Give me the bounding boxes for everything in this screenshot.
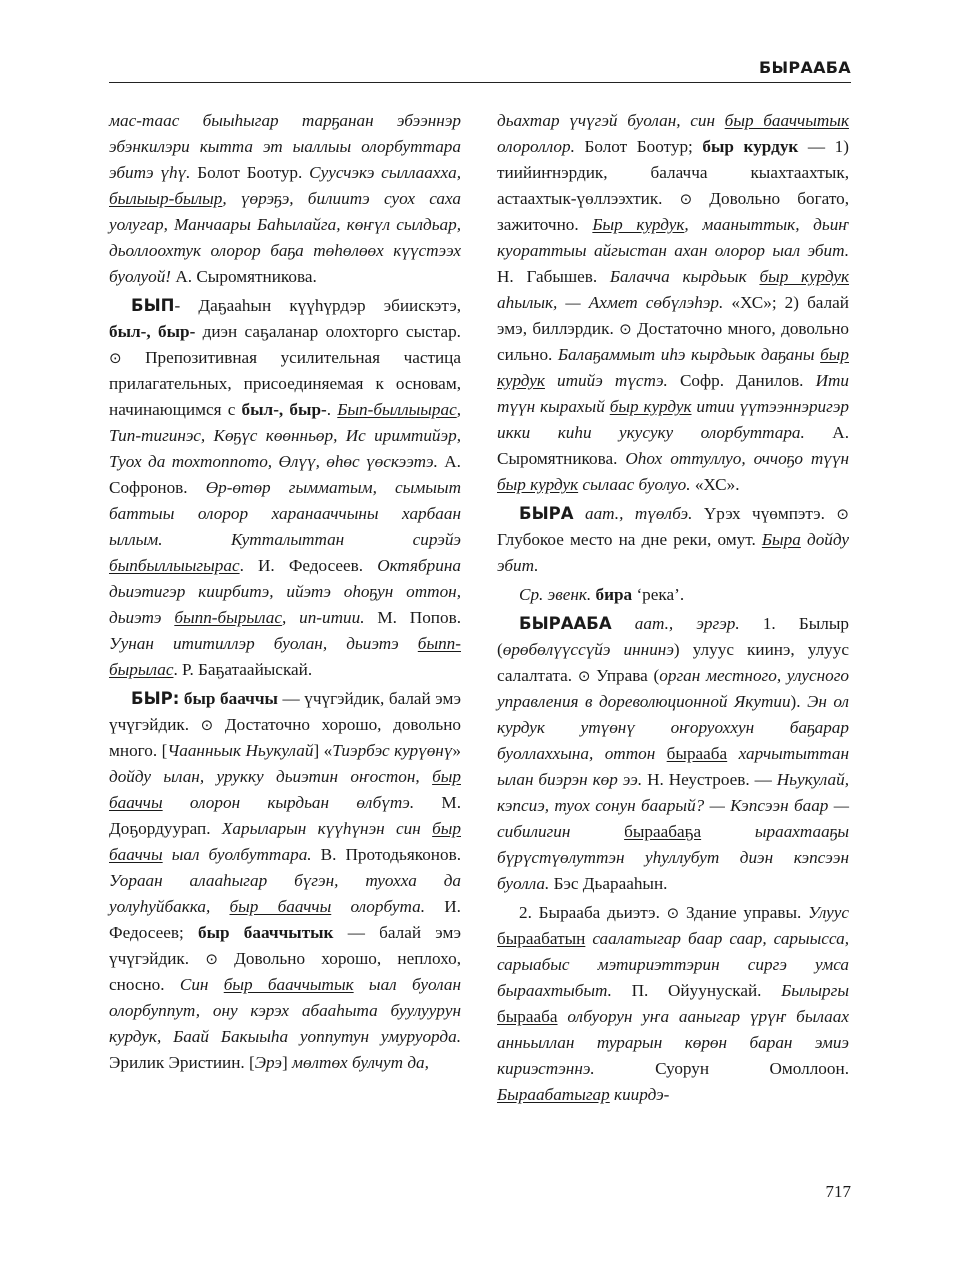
- example-text: Былыргы: [781, 981, 849, 1000]
- bold-term: был-, быр-: [241, 400, 327, 419]
- example-text: саалатыгар баар саар, сарыысса, сарыабыс мэтириэттэрин сиргэ умса быраахтыбыт.: [497, 929, 849, 1000]
- example-text: мас-таас быыhыгар тарҕанан эбээннэр эбэнкилэри кытта эт ыаллыы олорбуттара эбитэ үһү.: [109, 111, 461, 182]
- example-text: дойду эбит.: [497, 530, 849, 575]
- source: Н. Неустроев. —: [642, 770, 777, 789]
- source: В. Протодьяконов.: [311, 845, 461, 864]
- headword-usage: быр бааччытык: [223, 975, 354, 994]
- russian-gloss-icon: ⊙: [205, 950, 218, 968]
- example-text: ыал буолан олорбуппут, ону кэрэх абааhыта буулууpун курдук, Баай Бакыыhа уоппутун умуруорда.: [109, 975, 461, 1046]
- example-text: харчытыттан ылан биэрэн көр ээ.: [497, 744, 849, 789]
- bold-term: быр бааччытык: [197, 923, 334, 942]
- source: П. Ойуунускай.: [611, 981, 782, 1000]
- example-text: Балаҕаммыт иhэ кырдьык даҕаны: [557, 345, 821, 364]
- source: Болот Боотур.: [190, 163, 310, 182]
- bold-term: был-, быр-: [109, 322, 196, 341]
- russian-gloss-icon: ⊙: [666, 904, 680, 922]
- headword-usage: быраабa: [497, 1007, 558, 1026]
- headword-usage: быр курдук: [759, 267, 850, 286]
- example-text: , мааныттык, дьиҥ куораттыы айгыстан ахан олорор ыал эбит.: [497, 215, 849, 260]
- bold-term: быр бааччы: [179, 689, 278, 708]
- source: «ХС».: [690, 475, 740, 494]
- example-text: Син: [179, 975, 224, 994]
- grammar-label: аат., түөлбэ.: [573, 504, 693, 523]
- example-text: киирдэ-: [609, 1085, 670, 1104]
- example-text: , Тип-тигинэс, Көҕүс көөнньөр, Ис иримтийэр, Туох да тохтоппото, Өлүү, өhөс үөскээтэ.: [109, 400, 462, 471]
- russian-gloss-icon: ⊙: [577, 667, 591, 685]
- example-text: олороллор.: [497, 137, 575, 156]
- headword-usage: былыыр-былыр: [109, 189, 223, 208]
- example-text: Өр-өтөр гыммaтым, сымыыт баттыы олорор харанааччыны харбаан ыллым. Кутталыттан сирэйэ: [109, 478, 461, 549]
- source: И. Федосеев;: [109, 897, 461, 942]
- source: Эрилик Эристиин. [: [109, 1053, 255, 1072]
- entry-byra: БЫРА аат., түөлбэ. Үрэх чүөмпэтэ. ⊙ Глубокое место на дне реки, омут. Быра дойду эбит.: [497, 504, 849, 575]
- example-text: дойду ылан, урукку дьиэтин оҥостон,: [109, 767, 433, 786]
- headword-usage: быр бааччы: [109, 767, 461, 812]
- source: . Р. Баҕатаайыскай.: [173, 660, 313, 679]
- example-text: ыраахтааҕы бүрүстүөлуттэн уhуллубут диэн кэпсээн буолла.: [497, 822, 850, 893]
- entry-byp: БЫП- Даҕааhын күүhүрдэр эбиискэтэ, был-, быр- диэн саҕаланар олохторго сыстар. ⊙ Препозитивная усилительная частица прилагательных, присоединяемая к основам, начинающимся с был-, быр-. Бып-быллыырас, Тип-тигинэс, Көҕүс көөнньөр, Ис иримтийэр, Туох да тохтоппото, Өлүү, өhөс үөскээтэ. А. Софронов. Өр-өтөр гыммaтым, сымыыт баттыы олорор харанааччыны харбаан ыллым. Кутталыттан сирэйэ быпбыллыыгырас. И. Федосеев. Октябрина дьиэтигэр киирбитэ, ийэтэ оhоҕун оттон, дьиэтэ быпп-бырылас, ип-итии. М. Попов. Уунан ититиллэр буолан, дьиэтэ быпп-бырылас. Р. Баҕатаайыскай.: [109, 296, 462, 679]
- headword-usage: быраабатын: [497, 929, 586, 948]
- example-text: аhылык, — Ахмет сөбүлэhэр.: [497, 293, 724, 312]
- headword-usage: быр курдук: [497, 345, 849, 390]
- example-text: дьахтар үчүгэй буолан, син: [497, 111, 725, 130]
- russian-gloss: Достаточно хорошо, довольно много. [: [109, 715, 462, 760]
- example-text: ыал буолбуттара.: [162, 845, 312, 864]
- headword-usage: быпп-бырылас: [174, 608, 282, 627]
- headword-usage: быр бааччы: [109, 819, 461, 864]
- example-text: Улуус: [808, 903, 849, 922]
- continuation-paragraph: дьахтар үчүгэй буолан, син быр бааччытык олороллор. Болот Боотур; быр курдук — 1) тиийиҥнэрдик, балачча кыахтаахтык, астаахтык-үөллээхтик. ⊙ Довольно богато, зажиточно. Быр курдук, мааныттык, дьиҥ куораттыы айгыстан ахан олорор ыал эбит. Н. Габышев. Балачча кырдьык быр курдук аhылык, — Ахмет сөбүлэhэр. «ХС»; 2) балай эмэ, биллэрдик. ⊙ Достаточно много, довольно сильно. Балаҕаммыт иhэ кырдьык даҕаны быр курдук итийэ түстэ. Софр. Данилов. Ити түүн кырахый быр курдук итии үүтээннэригэр икки киhи укусуку олорбуттара. А. Сыромятникова. Оhох оттуллуо, оччоҕо түүн быр курдук сылаас буолуо. «ХС».: [497, 111, 850, 494]
- russian-gloss: Довольно хорошо, неплохо, сносно.: [109, 949, 461, 994]
- continuation-paragraph: [109, 108, 461, 290]
- grammar-label: аат., эргэр.: [611, 614, 740, 633]
- headword-usage: быр бааччытык: [724, 111, 849, 130]
- russian-gloss: Глубокое место на дне реки, омут.: [497, 530, 762, 549]
- example-text: , ип-итии.: [281, 608, 365, 627]
- headword-usage: быр бааччы: [229, 897, 332, 916]
- example-text: сылаас буолуо.: [578, 475, 691, 494]
- headword-usage: быр курдук: [609, 397, 692, 416]
- headword-usage: Быра: [761, 530, 801, 549]
- russian-gloss-icon: ⊙: [679, 190, 693, 208]
- example-text: Балачча кырдьык: [609, 267, 760, 286]
- entry-headword: БЫП: [131, 296, 175, 315]
- russian-gloss-icon: ⊙: [109, 349, 122, 367]
- headword-usage: Быраабатыгар: [497, 1085, 610, 1104]
- entry-byraaba: БЫРААБА аат., эргэр. 1. Былыр (өрөбөлүүссүйэ иннинэ) улуус киинэ, улуус салалтата. ⊙ Управа (орган местного, улусного управления в дореволюционной Якутии). Эн ол курдук утүөнү оҥоруоххун баҕарар буоллаххына, оттон быраабa харчытыттан ылан биэрэн көр ээ. Н. Неустроев. — Ньукулай, кэпсиэ, туох сонун баарый? — Кэпсээн баар — сибилигин быраабаҕа ыраахтааҕы бүрүстүөлуттэн уhуллубут диэн кэпсээн буолла. Бэс Дьарааhын.: [497, 614, 850, 893]
- source: А. Софронов.: [109, 452, 461, 497]
- source: Суорун Омоллоон.: [594, 1059, 849, 1078]
- right-column: [497, 108, 849, 1108]
- russian-gloss: Управа (: [590, 666, 660, 685]
- source: М. Попов.: [364, 608, 462, 627]
- example-text: итии үүтээннэригэр икки киhи укусуку олорбуттара.: [497, 397, 850, 442]
- russian-gloss-icon: ⊙: [836, 505, 849, 523]
- source: Бэс Дьарааhын.: [549, 874, 668, 893]
- entry-headword: БЫРААБА: [519, 614, 612, 633]
- headword-usage: быр курдук: [497, 475, 579, 494]
- source: А. Сыромятникова.: [497, 423, 849, 468]
- page-number: 717: [825, 1182, 851, 1201]
- source: М. Доҕордуурап.: [109, 793, 461, 838]
- example-text: олбуорун уҥа ааныгар үрүҥ былаах анньыллан турарын көрөн баран эмиэ кириэстэннэ.: [497, 1007, 849, 1078]
- example-text: Оhох оттуллуо, оччоҕо түүн: [625, 449, 849, 468]
- sense-2: 2. Быраабa дьиэтэ. ⊙ Здание управы. Улуус быраабатын саалатыгар баар саар, сарыысса, сарыабыс мэтириэттэрин сиргэ умса быраахтыбыт. П. Ойуунускай. Былыргы быраабa олбуорун уҥа ааныгар үрүҥ былаах анньыллан турарын көрөн баран эмиэ кириэстэннэ. Суорун Омоллоон. Быраабатыгар киирдэ-: [497, 903, 849, 1104]
- russian-gloss-icon: ⊙: [200, 716, 214, 734]
- source: Болот Боотур;: [574, 137, 703, 156]
- headword-usage: быпбыллыыгырас: [109, 556, 240, 575]
- example-text: итийэ түстэ.: [544, 371, 668, 390]
- headword-usage: Быр курдук: [592, 215, 685, 234]
- example-text: Харыларын күүhүнэн син: [221, 819, 433, 838]
- russian-gloss: Здание управы.: [679, 903, 809, 922]
- left-column: [109, 108, 461, 1076]
- running-header: [109, 56, 851, 83]
- example-text: Эн ол курдук утүөнү оҥоруоххун баҕарар буоллаххына, оттон: [497, 692, 849, 763]
- source: Н. Габышев.: [497, 267, 610, 286]
- example-text: , үөрэҕэ, билиитэ суох саха уолугар, Манчаары Баhылайга, көҥүл сылдьар, дьоллоохтук олорор баҕа төhөлөөх күүстээх буолуой!: [109, 189, 461, 286]
- russian-gloss: Препозитивная усилительная частица прилагательных, присоединяемая к основам, начинающимся с: [109, 348, 461, 419]
- headword-usage: быраабa: [666, 744, 728, 763]
- russian-gloss: Довольно богато, зажиточно.: [497, 189, 849, 234]
- example-text: Ньукулай, кэпсиэ, туох сонун баарый? — Кэпсээн баар — сибилигин: [497, 770, 849, 841]
- running-head: БЫРААБА: [759, 58, 851, 77]
- cross-reference: Ср. эвенк. бира ‘река’.: [519, 585, 685, 604]
- entry-byr: БЫР: быр бааччы — үчүгэйдик, балай эмэ үчүгэйдик. ⊙ Достаточно хорошо, довольно много. [Чаанньык Ньукулай] «Тиэрбэс курүөнү» дойду ылан, урукку дьиэтин оҥостон, быр бааччы олорон кырдьан өлбүтэ. М. Доҕордуурап. Харыларын күүhүнэн син быр бааччы ыал буолбуттара. В. Протодьяконов. Уоpaaн алааhыгар бүгэн, туохха да уолуhуйбакка, быр бааччы олорбута. И. Федосеев; быр бааччытык — балай эмэ үчүгэйдик. ⊙ Довольно хорошо, неплохо, сносно. Син быр бааччытык ыал буолан олорбуппут, ону кэрэх абааhыта буулууpун курдук, Баай Бакыыhа уоппутун умуруорда. Эрилик Эристиин. [Эрэ] мөлтөх булчут да,: [109, 689, 462, 1072]
- russian-gloss: Достаточно много, довольно сильно.: [497, 319, 849, 364]
- headword-usage: Бып-быллыырас: [337, 400, 457, 419]
- russian-gloss-icon: ⊙: [619, 320, 632, 338]
- example-text: Октябрина дьиэтигэр киирбитэ, ийэтэ оhоҕун оттон, дьиэтэ: [109, 556, 461, 627]
- example-text: олорон кырдьан өлбүтэ.: [162, 793, 415, 812]
- example-text: мөлтөх булчут да,: [291, 1053, 429, 1072]
- source: Софр. Данилов.: [667, 371, 816, 390]
- example-text: Суусчэкэ сыллааххa,: [309, 163, 461, 182]
- source: . И. Федосеев.: [239, 556, 378, 575]
- headword-usage: быпп-бырылас: [109, 634, 461, 679]
- example-text: Уунан ититиллэр буолан, дьиэтэ: [109, 634, 418, 653]
- headword-usage: быраабаҕа: [624, 822, 702, 841]
- example-text: олорбута.: [331, 897, 426, 916]
- example-text: Ити түүн кырахый: [497, 371, 849, 416]
- bold-term: быр курдук: [702, 137, 799, 156]
- entry-headword: БЫРА: [519, 504, 574, 523]
- source: А. Сыромятникова.: [171, 267, 317, 286]
- entry-headword: БЫР:: [131, 689, 180, 708]
- example-text: Уоpaaн алааhыгар бүгэн, туохха да уолуhуйбакка,: [109, 871, 461, 916]
